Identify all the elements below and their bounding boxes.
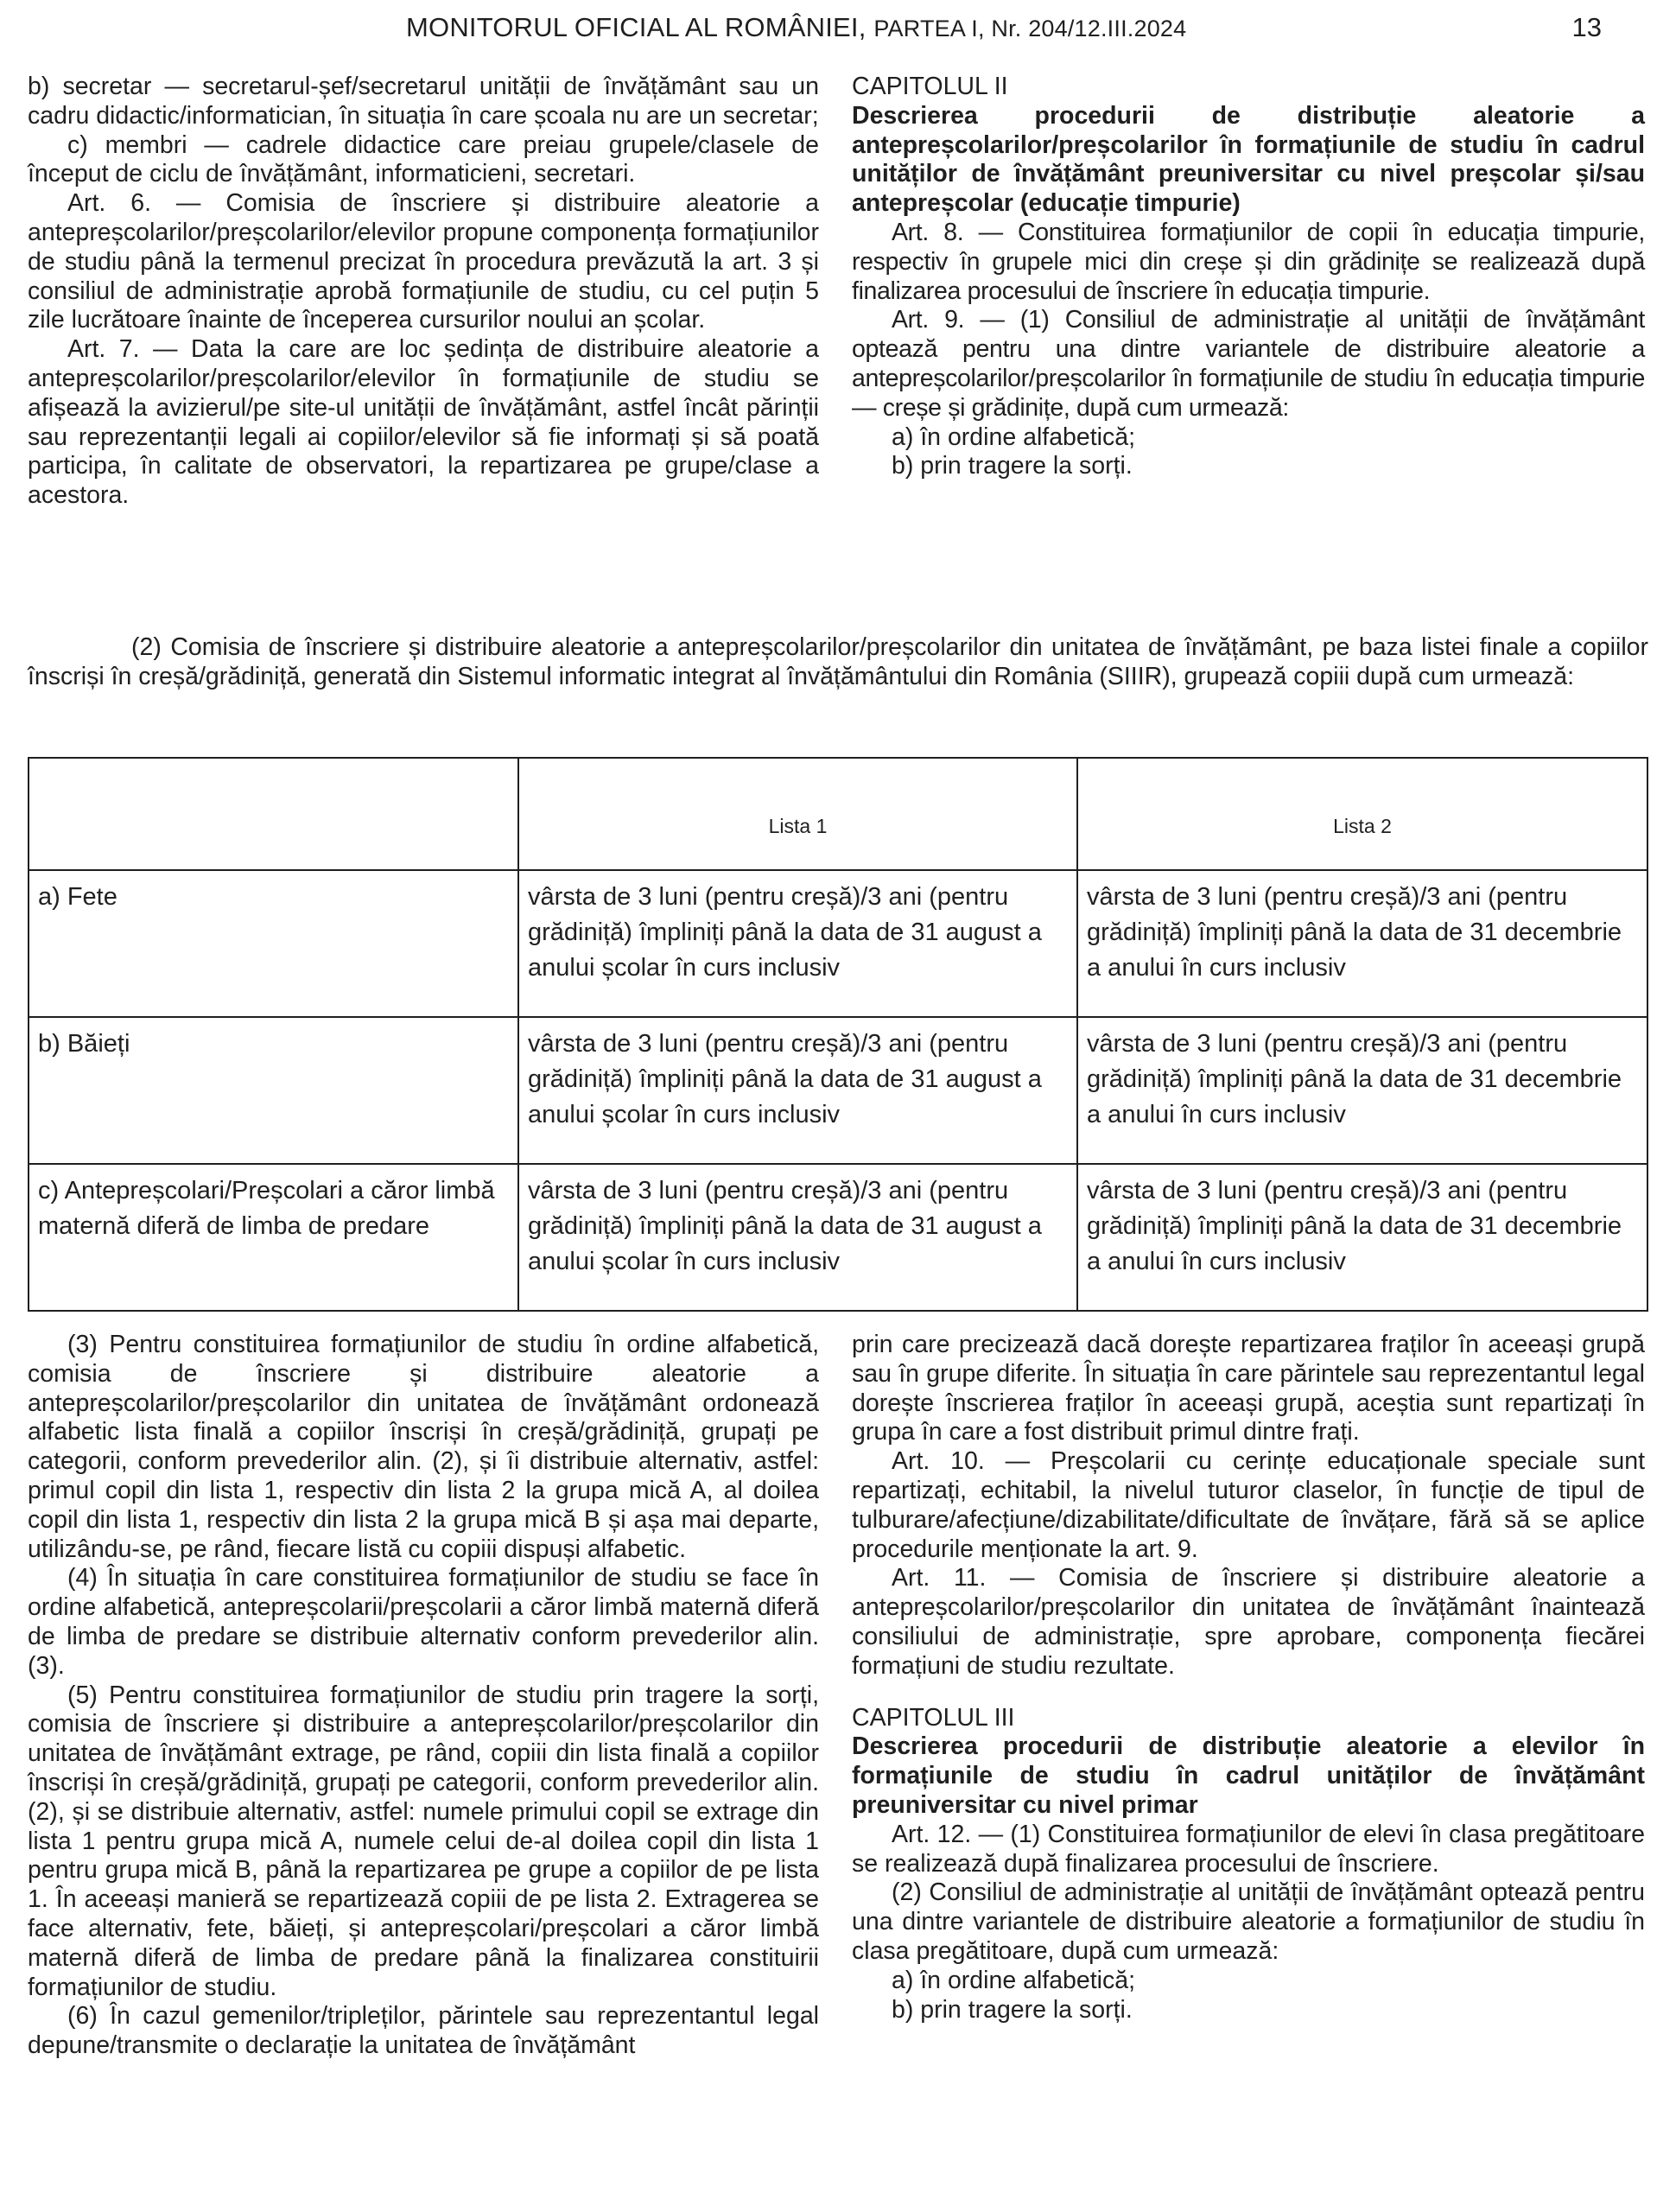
full-width-paragraph: (2) Comisia de înscriere și distribuire aleatorie a antepreșcolarilor/preșcolarilor din unitatea de învățământ, pe baza listei finale a copiilor înscriși în creșă/grădiniță, generată din Sistemul informatic integrat al învățământului din România (SIIIR), grupează copiii după cum urmează:: [28, 633, 1648, 690]
top-left-column: [28, 73, 819, 511]
chapter-label: CAPITOLUL II: [852, 73, 1008, 100]
paragraph: (3) Pentru constituirea formațiunilor de studiu în ordine alfabetică, comisia de înscriere și distribuire aleatorie a antepreșcolarilor/preșcolarilor din unitatea de învățământ ordonează alfabetic lista finală a copiilor înscriși în creșă/grădiniță, grupați pe categorii, conform prevederilor alin. (2), și îi distribuie alternativ, astfel: primul copil din lista 1, respectiv din lista 2 la grupa mică A, al doilea copil din lista 1, respectiv din lista 2 la grupa mică B și așa mai departe, utilizându-se, pe rând, fiecare listă cu copiii dispuși alfabetic.: [28, 1331, 819, 1563]
list-item: a) în ordine alfabetică;: [892, 1966, 1136, 1994]
list-item: b) prin tragere la sorți.: [892, 1995, 1133, 2024]
publication-title: [406, 12, 1186, 43]
table-header-cell: Lista 2: [1077, 758, 1647, 870]
table-cell: b) Băieți: [29, 1017, 518, 1164]
chapter-title: Descrierea procedurii de distribuție aleatorie a antepreșcolarilor/preșcolarilor în formațiunile de studiu în cadrul unităților de învățământ preuniversitar cu nivel preșcolar și/sau antepreșcolar (educație timpurie): [852, 101, 1645, 218]
paragraph: c) membri — cadrele didactice care preiau grupele/clasele de început de ciclu de învățământ, informaticieni, secretari.: [28, 130, 819, 188]
table-header-cell: [29, 758, 518, 870]
paragraph: Art. 9. — (1) Consiliul de administrație al unității de învățământ optează pentru una dintre variantele de distribuire aleatorie a antepreșcolarilor/preșcolarilor în formațiunile de studiu în educația timpurie — creșe și grădinițe, după cum urmează:: [852, 306, 1645, 422]
list-item: b) prin tragere la sorți.: [892, 452, 1133, 480]
paragraph: (2) Consiliul de administrație al unității de învățământ optează pentru una dintre variantele de distribuire aleatorie a formațiunilor de studiu în clasa pregătitoare, după cum urmează:: [852, 1878, 1645, 1965]
paragraph: Art. 12. — (1) Constituirea formațiunilor de elevi în clasa pregătitoare se realizează după finalizarea procesului de înscriere.: [852, 1820, 1645, 1878]
table-cell: c) Antepreșcolari/Preșcolari a căror limbă maternă diferă de limba de predare: [29, 1164, 518, 1311]
table-row: [29, 1017, 1647, 1164]
chapter-label: CAPITOLUL III: [852, 1703, 1015, 1732]
age-groups-table: [28, 757, 1648, 1312]
table-cell: vârsta de 3 luni (pentru creșă)/3 ani (pentru grădiniță) împliniți până la data de 31 august a anului școlar în curs inclusiv: [518, 1164, 1077, 1311]
paragraph: Art. 7. — Data la care are loc ședința de distribuire aleatorie a antepreșcolarilor/preșcolarilor/elevilor în formațiunile de studiu se afișează la avizierul/pe site-ul unității de învățământ, astfel încât părinții sau reprezentanții legali ai copiilor/elevilor să fie informați și să poată participa, în calitate de observatori, la repartizarea pe grupe/clase a acestora.: [28, 335, 819, 510]
paragraph: prin care precizează dacă dorește repartizarea fraților în aceeași grupă sau în grupe diferite. În situația în care părintele sau reprezentantul legal dorește înscrierea fraților în aceeași grupă, aceștia sunt repartizați în grupa în care a fost distribuit primul dintre frați.: [852, 1331, 1645, 1446]
publication-issue: PARTEA I, Nr. 204/12.III.2024: [873, 16, 1187, 41]
bottom-left-column: [28, 1331, 819, 2061]
table-row: [29, 1164, 1647, 1311]
table-cell: a) Fete: [29, 870, 518, 1017]
table-cell: vârsta de 3 luni (pentru creșă)/3 ani (pentru grădiniță) împliniți până la data de 31 august a anului școlar în curs inclusiv: [518, 870, 1077, 1017]
table-cell: vârsta de 3 luni (pentru creșă)/3 ani (pentru grădiniță) împliniți până la data de 31 decembrie a anului în curs inclusiv: [1077, 1017, 1647, 1164]
table-cell: vârsta de 3 luni (pentru creșă)/3 ani (pentru grădiniță) împliniți până la data de 31 decembrie a anului în curs inclusiv: [1077, 1164, 1647, 1311]
table-row: [29, 870, 1647, 1017]
paragraph: Art. 11. — Comisia de înscriere și distribuire aleatorie a antepreșcolarilor/preșcolarilor din unitatea de învățământ înaintează consiliului de administrație, spre aprobare, componența fiecărei formațiuni de studiu rezultate.: [852, 1564, 1645, 1680]
page-header: [0, 12, 1676, 50]
paragraph: b) secretar — secretarul-șef/secretarul unității de învățământ sau un cadru didactic/informatician, în situația în care școala nu are un secretar;: [28, 73, 819, 130]
top-right-column: [852, 73, 1645, 481]
bottom-right-column: [852, 1331, 1645, 2024]
list-item: a) în ordine alfabetică;: [892, 423, 1136, 451]
publication-title-main: MONITORUL OFICIAL AL ROMÂNIEI,: [406, 12, 874, 42]
table-cell: vârsta de 3 luni (pentru creșă)/3 ani (pentru grădiniță) împliniți până la data de 31 decembrie a anului în curs inclusiv: [1077, 870, 1647, 1017]
page-number: 13: [1571, 12, 1602, 42]
table-cell: vârsta de 3 luni (pentru creșă)/3 ani (pentru grădiniță) împliniți până la data de 31 august a anului școlar în curs inclusiv: [518, 1017, 1077, 1164]
paragraph: (4) În situația în care constituirea formațiunilor de studiu se face în ordine alfabetică, antepreșcolarii/preșcolarii a căror limbă maternă diferă de limba de predare se distribuie alternativ conform prevederilor alin. (3).: [28, 1564, 819, 1680]
table-header-row: [29, 758, 1647, 870]
paragraph: Art. 6. — Comisia de înscriere și distribuire aleatorie a antepreșcolarilor/preșcolarilor/elevilor propune componența formațiunilor de studiu până la termenul precizat în procedura prevăzută la art. 3 și consiliul de administrație aprobă formațiunile de studiu, cu cel puțin 5 zile lucrătoare înainte de începerea cursurilor noului an școlar.: [28, 189, 819, 334]
paragraph: (6) În cazul gemenilor/tripleților, părintele sau reprezentantul legal depune/transmite o declarație la unitatea de învățământ: [28, 2002, 819, 2060]
paragraph: Art. 8. — Constituirea formațiunilor de copii în educația timpurie, respectiv în grupele mici din creșe și din grădinițe se realizează după finalizarea procesului de înscriere în educația timpurie.: [852, 218, 1645, 305]
table-header-cell: Lista 1: [518, 758, 1077, 870]
chapter-title: Descrierea procedurii de distribuție aleatorie a elevilor în formațiunile de studiu în cadrul unităților de învățământ preuniversitar cu nivel primar: [852, 1732, 1645, 1819]
paragraph: Art. 10. — Preșcolarii cu cerințe educaționale speciale sunt repartizați, echitabil, la nivelul tuturor claselor, în funcție de tipul de tulburare/afecțiune/dizabilitate/dificultate de învățare, fără să se aplice procedurile menționate la art. 9.: [852, 1447, 1645, 1563]
paragraph: (5) Pentru constituirea formațiunilor de studiu prin tragere la sorți, comisia de înscriere și distribuire a antepreșcolarilor/preșcolarilor din unitatea de învățământ extrage, pe rând, copiii din lista finală a copiilor înscriși în creșă/grădiniță, grupați pe categorii, conform prevederilor alin. (2), și se distribuie alternativ, astfel: numele primului copil se extrage din lista 1 pentru grupa mică A, numele celui de-al doilea copil din lista 1 pentru grupa mică B, până la repartizarea pe grupe a copiilor de pe lista 1. În aceeași manieră se repartizează copiii de pe lista 2. Extragerea se face alternativ, fete, băieți, și antepreșcolari/preșcolari a căror limbă maternă diferă de limba de predare până la finalizarea constituirii formațiunilor de studiu.: [28, 1681, 819, 2001]
